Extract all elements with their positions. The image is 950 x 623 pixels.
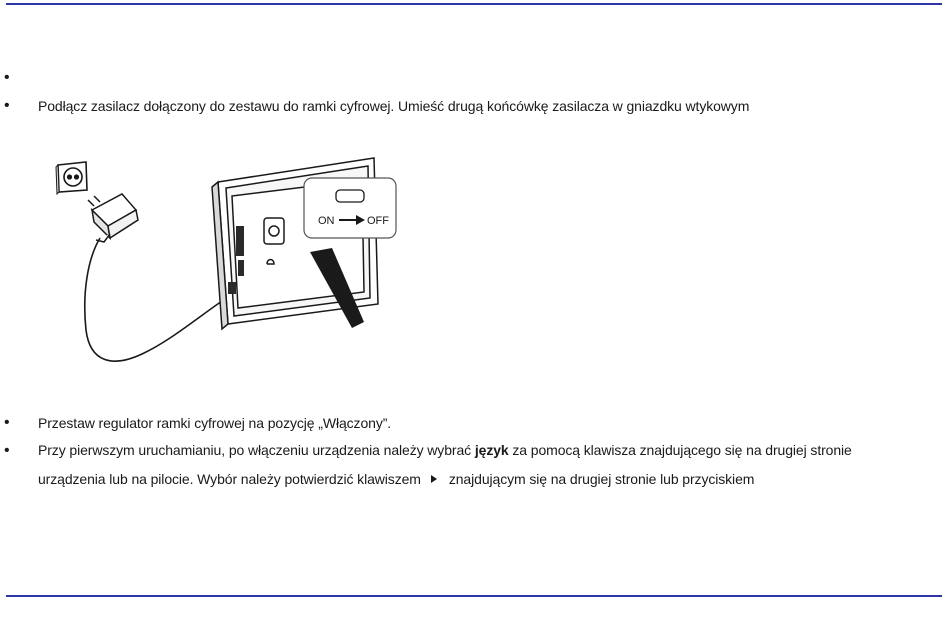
bottom-divider xyxy=(6,595,942,597)
confirm-instruction-end: znajdującym się na drugiej stronie lub przyciskiem xyxy=(448,471,755,487)
switch-off-label: OFF xyxy=(367,215,389,227)
power-cable xyxy=(85,238,228,361)
instruction-confirm xyxy=(38,466,754,492)
power-switch-callout xyxy=(304,178,396,238)
power-adapter-icon xyxy=(88,194,138,242)
frame-connection-illustration xyxy=(52,154,412,370)
instruction-language-select xyxy=(38,437,943,463)
instruction-connect-power: Podłącz zasilacz dołączony do zestawu do ramki cyfrowej. Umieść drugą końcówkę zasilacza w gniazdku wtykowym xyxy=(38,98,750,114)
instruction-switch-on: Przestaw regulator ramki cyfrowej na pozycję „Włączony”. xyxy=(38,415,392,431)
language-instruction-mid: za pomocą klawisza znajdującego się na drugiej stronie xyxy=(512,442,852,458)
switch-on-label: ON xyxy=(318,215,335,227)
language-instruction-start: Przy pierwszym uruchamianiu, po włączeniu urządzenia należy wybrać xyxy=(38,442,472,458)
language-keyword: język xyxy=(474,442,509,458)
confirm-instruction-start: urządzenia lub na pilocie. Wybór należy potwierdzić klawiszem xyxy=(38,471,421,487)
bullet-marker: • xyxy=(4,97,10,114)
play-triangle-icon xyxy=(431,475,437,483)
bullet-marker-empty: • xyxy=(4,69,10,86)
bullet-marker: • xyxy=(4,414,10,431)
top-divider xyxy=(6,3,942,5)
wall-socket-icon xyxy=(56,162,87,194)
bullet-marker: • xyxy=(4,442,10,459)
